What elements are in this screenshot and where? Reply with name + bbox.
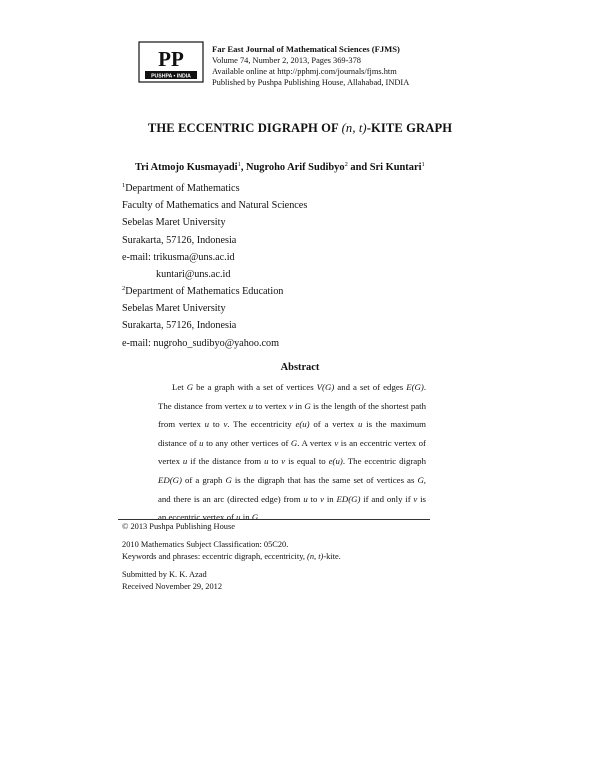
author-name: Sri Kuntari [369,162,422,173]
email-line: e-mail: nugroho_sudibyo@yahoo.com [122,337,280,349]
affiliation-mark: 1 [122,182,126,189]
affiliation-line: Sebelas Maret University [122,217,226,229]
volume-line: Volume 74, Number 2, 2013, Pages 369-378 [212,56,361,65]
author-name: Tri Atmojo Kusmayadi [135,162,238,173]
title-suffix: -KITE GRAPH [366,121,453,135]
footnote-rule [118,519,430,520]
paper-title [0,121,600,136]
logo-mark: PP [158,47,184,71]
email-line: e-mail: trikusma@uns.ac.id [122,251,235,263]
affiliation-2 [122,283,283,352]
affiliation-line: $^2$Department of Mathematics Education [122,285,284,297]
available-line: Available online at http://pphmj.com/journals/fjms.htm [212,67,397,76]
affiliation-line: Surakarta, 57126, Indonesia [122,234,237,246]
title-prefix: THE ECCENTRIC DIGRAPH OF [147,121,342,135]
publisher-line: Published by Pushpa Publishing House, Allahabad, INDIA [212,78,410,87]
affiliation-mark: 2 [122,285,126,292]
affiliation-line: $^1$Department of Mathematics [122,182,240,194]
journal-info [212,44,409,88]
author-mark: 2 [344,161,348,168]
author-mark: 1 [237,161,241,168]
pushpa-logo-icon [137,40,205,84]
journal-title: Far East Journal of Mathematical Sciences (FJMS) [212,44,400,54]
abstract-body: Let G be a graph with a set of vertices V(G) and a set of edges E(G). The distance from vertex u to vertex v in G is the length of the shortest path from vertex u to v. The eccentricity e(u) of a vertex u is the maximum distance of u to any other vertices of G. A vertex v is an eccentric vertex of vertex u if the distance from u to v is equal to e(u). The eccentric digraph ED(G) of a graph G is the digraph that has the same set of vertices as G, and there is an arc (directed edge) from u to v in ED(G) if and only if v is an eccentric vertex of u in G. [158,382,427,523]
title-math: (n, t) [341,121,367,135]
author-separator: and [347,162,370,173]
logo-subtext: PUSHPA • INDIA [151,73,191,80]
affiliation-line: Sebelas Maret University [122,303,226,315]
author-list [135,162,425,173]
email-line: kuntari@uns.ac.id [156,269,231,281]
received-line: Received November 29, 2012 [122,582,223,591]
abstract-heading: Abstract [280,362,320,373]
publisher-logo [137,40,205,84]
copyright-line: © 2013 Pushpa Publishing House [122,522,235,531]
affiliation-line: Surakarta, 57126, Indonesia [122,320,237,332]
author-name: Nugroho Arif Sudibyo [246,162,345,173]
keywords-line: Keywords and phrases: eccentric digraph, eccentricity, (n, t)-kite. [122,552,341,561]
msc-line: 2010 Mathematics Subject Classification: 05C20. [122,540,289,549]
author-separator: , [240,162,247,173]
affiliation-1 [122,180,307,283]
submitted-line: Submitted by K. K. Azad [122,570,207,579]
author-mark: 1 [421,161,425,168]
affiliation-line: Faculty of Mathematics and Natural Sciences [122,200,308,212]
